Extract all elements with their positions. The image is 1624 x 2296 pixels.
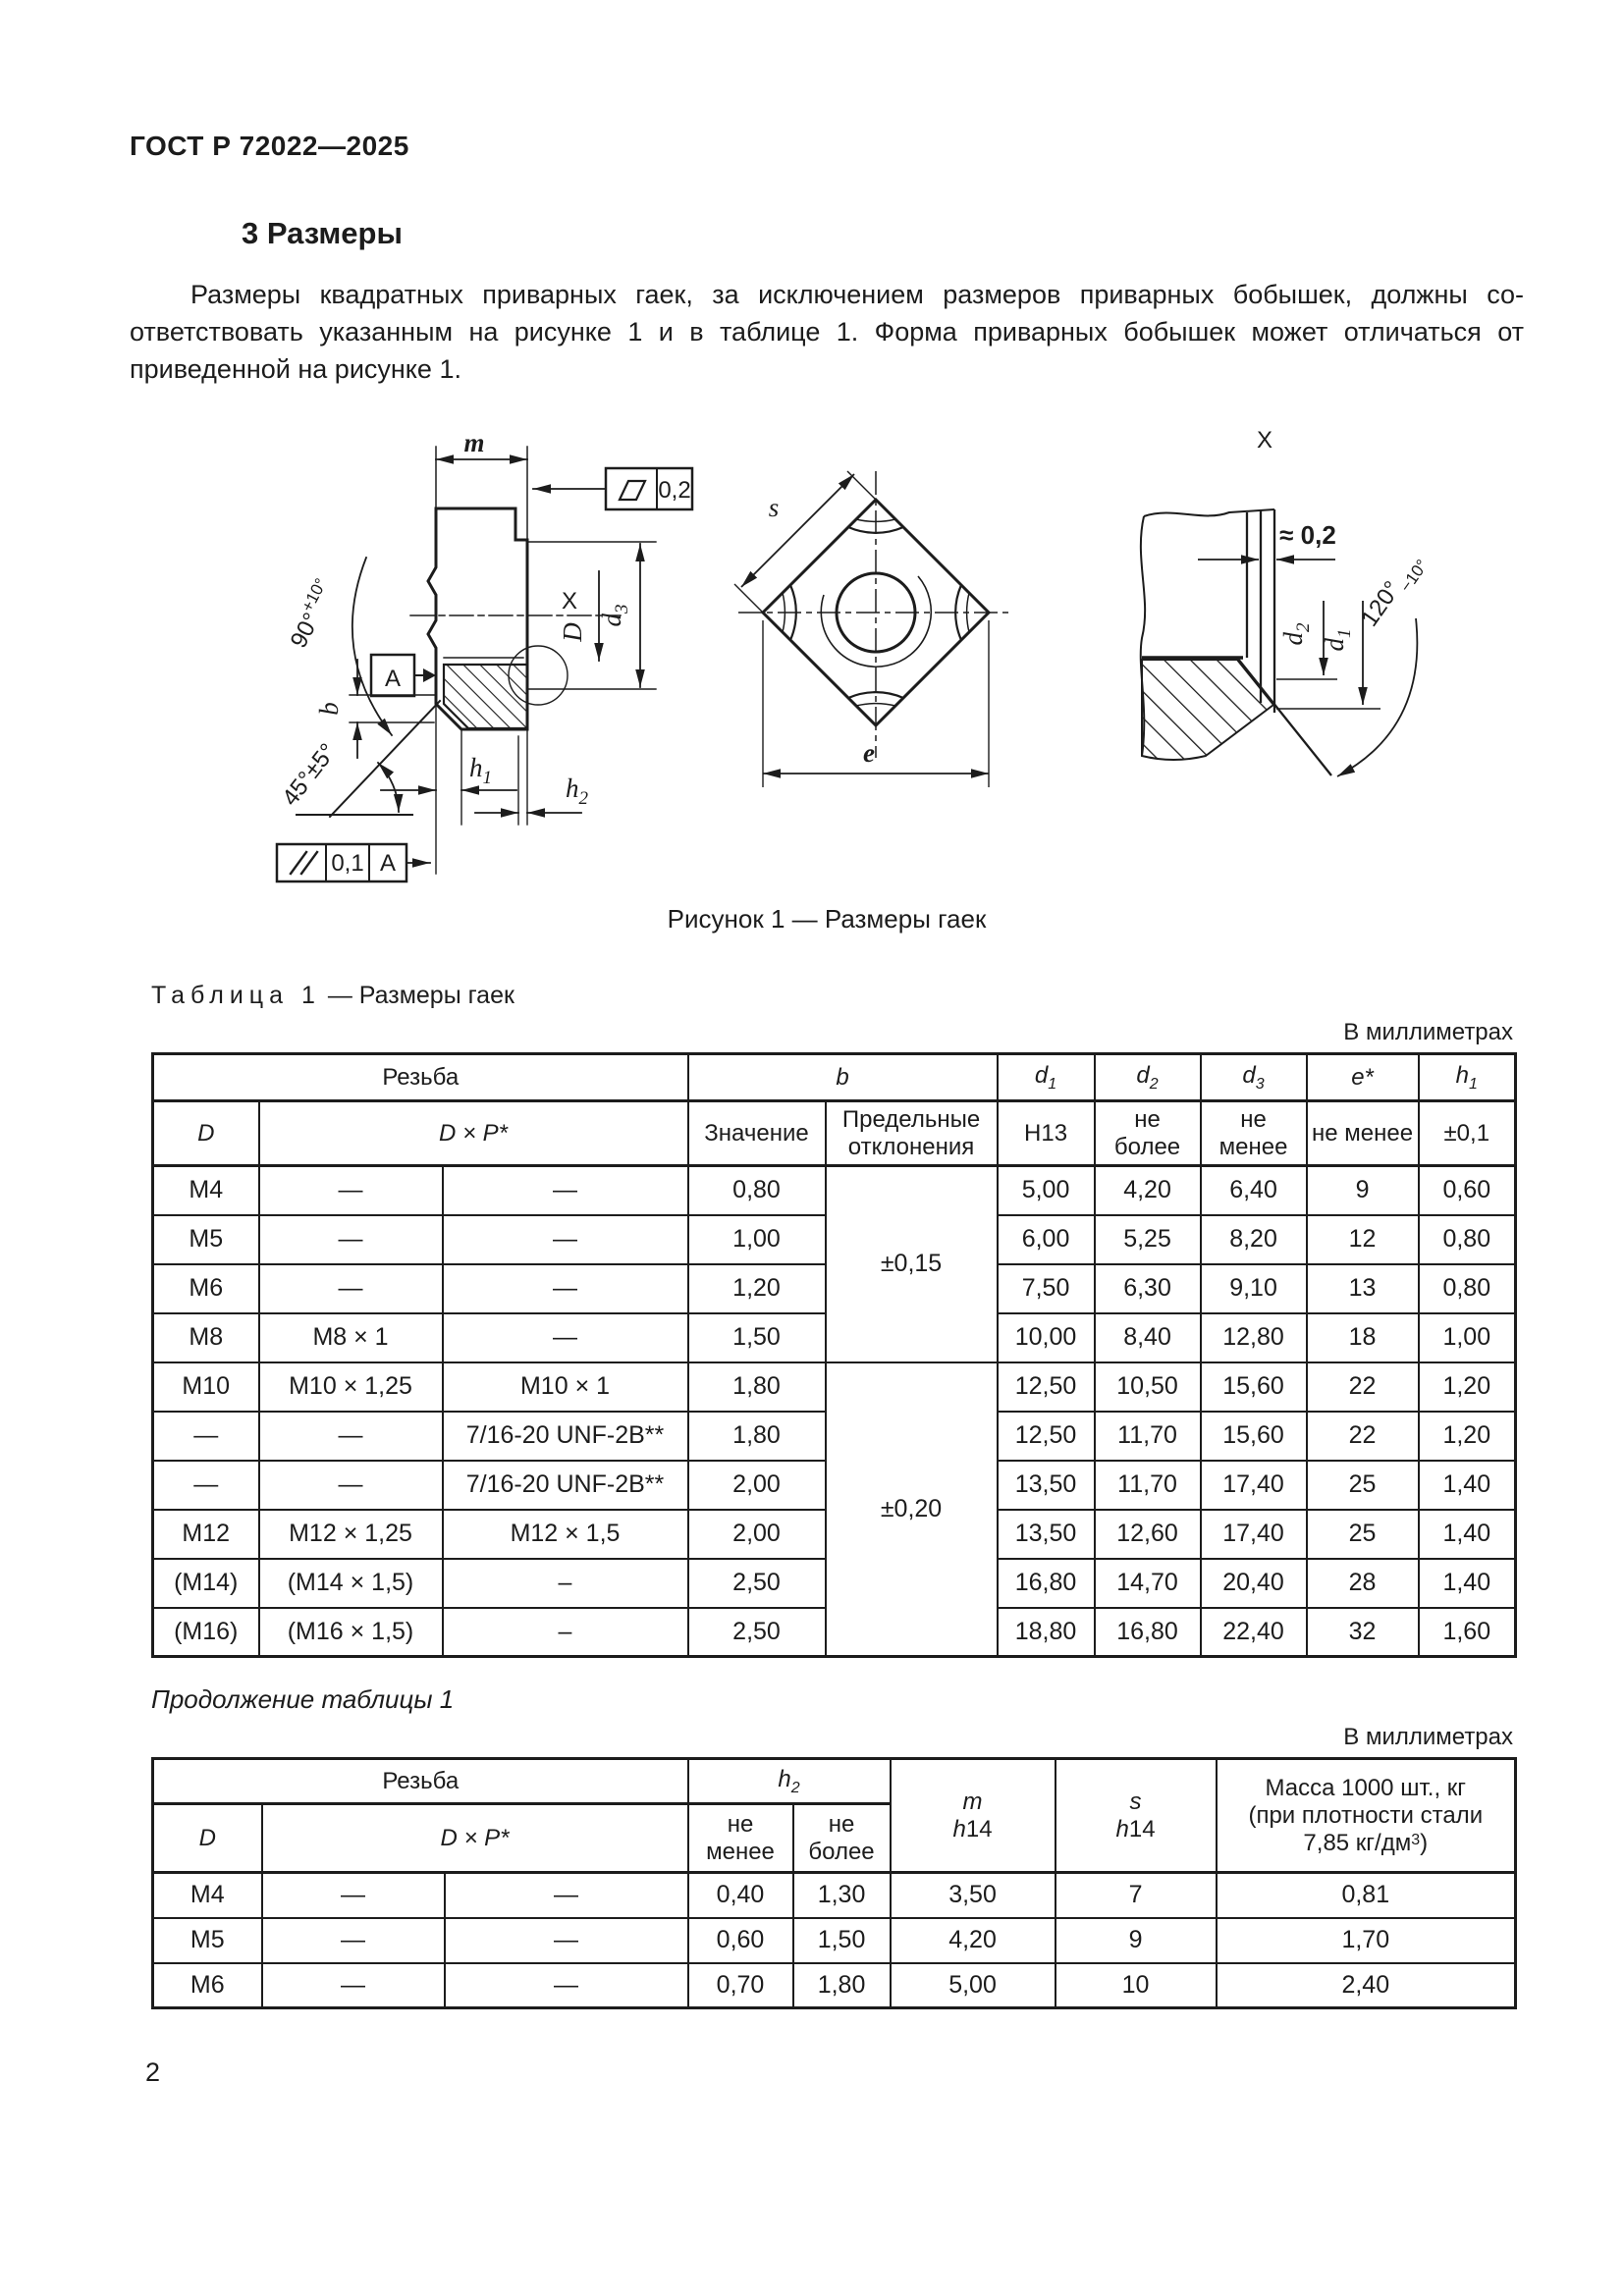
dim-label-h2: $h_2$ [566,774,588,809]
table1-cell: M12 [153,1510,259,1559]
table1-cell: 2,00 [688,1461,826,1510]
t2-col-mass: Масса 1000 шт., кг (при плотности стали 7,85 $кг/дм^3$) [1217,1759,1516,1873]
table1-cell: 0,60 [1419,1166,1516,1215]
table1-cell: 22,40 [1201,1608,1307,1657]
table1-cell: 4,20 [1095,1166,1201,1215]
table1-cell: M12 × 1,25 [259,1510,443,1559]
table1-cell: 17,40 [1201,1510,1307,1559]
table1-cell: M4 [153,1166,259,1215]
table1-cell: 0,80 [1419,1264,1516,1313]
table1-cell: 5,25 [1095,1215,1201,1264]
table2-cell: 7 [1056,1873,1217,1918]
table1-row [153,1166,1516,1215]
table1-tolerance-cell: ±0,20 [826,1362,998,1657]
table1-cell: 12,50 [998,1362,1095,1412]
dim-label-d3: $d_3$ [597,604,632,627]
table1-cell: 17,40 [1201,1461,1307,1510]
dim-label-D: D [558,622,587,642]
t2-col-notless: не менее [688,1804,793,1873]
table1-cell: 1,00 [688,1215,826,1264]
table1-cell: 2,50 [688,1559,826,1608]
table1-nut-dimensions [151,1052,1517,1658]
t2-col-s: s h14 [1056,1759,1217,1873]
table1-continuation [151,1757,1517,2009]
table2-cell: 4,20 [891,1918,1056,1963]
datum-a-frame [371,655,436,696]
intro-paragraph [130,276,1524,388]
t2-col-notmore: не более [793,1804,891,1873]
t2-col-D: D [153,1804,262,1873]
nut-section-hatch [444,665,527,728]
table1-cell: 6,40 [1201,1166,1307,1215]
table1-title [151,982,514,1010]
table1-cell: 11,70 [1095,1412,1201,1461]
datum-a-label: A [384,666,402,692]
table1-cell: M6 [153,1264,259,1313]
table1-cell: 12,50 [998,1412,1095,1461]
table2-cell: 0,60 [688,1918,793,1963]
dim-label-s: s [768,493,780,522]
table1-cell: 1,40 [1419,1559,1516,1608]
table1-cell: 16,80 [1095,1608,1201,1657]
t1-group-thread: Резьба [153,1054,688,1101]
table1-cell: 22 [1307,1412,1419,1461]
table1-cell: 10,00 [998,1313,1095,1362]
parallelism-datum: A [379,850,397,877]
table1-cell: — [443,1264,688,1313]
table1-cell: 32 [1307,1608,1419,1657]
t1-col-notless2: не менее [1307,1101,1419,1166]
table1-cell: — [259,1412,443,1461]
break-edge-top [1144,509,1274,516]
table1-cell: 15,60 [1201,1362,1307,1412]
table1-cell: M8 × 1 [259,1313,443,1362]
t1-col-value: Значение [688,1101,826,1166]
table1-cell: M5 [153,1215,259,1264]
table2-cell: — [262,1918,445,1963]
table1-cell: — [259,1166,443,1215]
dim-label-m: m [463,428,485,457]
table1-cell: 2,50 [688,1608,826,1657]
t2-col-DxP: D × P* [262,1804,688,1873]
table2-cell: 9 [1056,1918,1217,1963]
section-title: 3 Размеры [242,216,403,250]
table1-cell: 11,70 [1095,1461,1201,1510]
table1-cell: — [443,1215,688,1264]
table1-cell: — [443,1166,688,1215]
table2-cell: 3,50 [891,1873,1056,1918]
table1-cell: 1,60 [1419,1608,1516,1657]
table1-cell: 14,70 [1095,1559,1201,1608]
table1-cell: 20,40 [1201,1559,1307,1608]
table1-cell: – [443,1608,688,1657]
table2-cell: M5 [153,1918,262,1963]
table1-cell: 7/16-20 UNF-2B** [443,1412,688,1461]
table1-row [153,1362,1516,1412]
table1-cell: 1,50 [688,1313,826,1362]
parallelism-value: 0,1 [331,850,364,877]
table1-cell: 8,20 [1201,1215,1307,1264]
t1-col-d2: $d_2$ [1095,1054,1201,1101]
table1-cell: 25 [1307,1510,1419,1559]
table1-cell: — [259,1215,443,1264]
table1-cell: — [153,1412,259,1461]
table2-cell: 1,70 [1217,1918,1516,1963]
flatness-value: 0,2 [658,477,691,504]
table1-cell: 8,40 [1095,1313,1201,1362]
t1-col-deviation: Предельные отклонения [826,1101,998,1166]
table2-cell: M6 [153,1963,262,2008]
table2-cell: 0,70 [688,1963,793,2008]
figure-caption: Рисунок 1 — Размеры гаек [667,904,987,934]
table1-cell: M10 × 1,25 [259,1362,443,1412]
table1-cell: 13,50 [998,1510,1095,1559]
table1-cell: 12,60 [1095,1510,1201,1559]
angle-120-label: $120^\circ_{-10^\circ}$ [1356,556,1433,632]
t1-group-b: b [688,1054,998,1101]
table1-cell: M12 × 1,5 [443,1510,688,1559]
table1-cell: 18,80 [998,1608,1095,1657]
table2-cell: 1,50 [793,1918,891,1963]
table1-cell: — [259,1264,443,1313]
table2-cell: M4 [153,1873,262,1918]
table2-units: В миллиметрах [1343,1724,1513,1750]
doc-code: ГОСТ Р 72022—2025 [130,131,409,161]
table1-cell: (M14 × 1,5) [259,1559,443,1608]
t1-col-d3: $d_3$ [1201,1054,1307,1101]
t1-col-H13: H13 [998,1101,1095,1166]
table1-cell: 1,00 [1419,1313,1516,1362]
table2-cell: — [445,1963,688,2008]
t2-col-m: m h14 [891,1759,1056,1873]
table2-cell: 2,40 [1217,1963,1516,2008]
table1-cell: 13,50 [998,1461,1095,1510]
table1-cell: 7/16-20 UNF-2B** [443,1461,688,1510]
table2-row [153,1873,1516,1918]
dim-label-h1: $h_1$ [469,753,492,788]
section-hatch [1142,660,1273,760]
t1-col-D: D [153,1101,259,1166]
table2-cell: — [445,1873,688,1918]
table1-cell: 18 [1307,1313,1419,1362]
table2-cell: — [262,1963,445,2008]
table1-cell: 9,10 [1201,1264,1307,1313]
table1-cell: – [443,1559,688,1608]
t1-col-notmore: не более [1095,1101,1201,1166]
table1-cell: 0,80 [688,1166,826,1215]
paragraph-line: Размеры квадратных приварных гаек, за исключением размеров приварных бобышек, должны со- [190,280,1524,309]
table1-title-rest: — Размеры гаек [327,982,514,1009]
table1-cell: 12,80 [1201,1313,1307,1362]
table2-row [153,1918,1516,1963]
table1-cell: 1,40 [1419,1461,1516,1510]
dim-label-d1: $d_1$ [1320,628,1355,652]
table2-cell: 1,80 [793,1963,891,2008]
dim-label-b: b [314,702,344,716]
table2-cell: — [262,1873,445,1918]
table1-cell: 0,80 [1419,1215,1516,1264]
table2-cell: 5,00 [891,1963,1056,2008]
t2-group-thread: Резьба [153,1759,688,1804]
datum-triangle [423,668,436,682]
section-view [277,428,692,881]
table1-cell: 10,50 [1095,1362,1201,1412]
table1-cell: 6,00 [998,1215,1095,1264]
table1-cell: 16,80 [998,1559,1095,1608]
detail-x-ref: X [562,588,578,614]
table1-cell: 9 [1307,1166,1419,1215]
table2-cell: 10 [1056,1963,1217,2008]
table1-cell: 1,40 [1419,1510,1516,1559]
table1-cell: (M16) [153,1608,259,1657]
table1-cell: 12 [1307,1215,1419,1264]
table1-cell: 2,00 [688,1510,826,1559]
t1-col-h1: $h_1$ [1419,1054,1516,1101]
flatness-tolerance-frame [533,468,692,509]
table1-cell: (M16 × 1,5) [259,1608,443,1657]
dim-label-02: ≈ 0,2 [1279,520,1336,550]
table1-cell: 1,20 [688,1264,826,1313]
t1-col-notless: не менее [1201,1101,1307,1166]
figure-1-drawing [177,412,1532,898]
table2-row [153,1963,1516,2008]
dim-label-d2: $d_2$ [1278,622,1314,646]
table1-cell: 6,30 [1095,1264,1201,1313]
table1-cell: 1,20 [1419,1412,1516,1461]
t2-group-h2: $h_2$ [688,1759,891,1804]
t1-col-d1: $d_1$ [998,1054,1095,1101]
paragraph-line: ответствовать указанным на рисунке 1 и в таблице 1. Форма приварных бобышек может отличаться от [130,317,1524,347]
table2-cell: — [445,1918,688,1963]
t1-col-e: e* [1307,1054,1419,1101]
table1-cell: 5,00 [998,1166,1095,1215]
dim-label-e: e [863,738,875,768]
table1-cell: 13 [1307,1264,1419,1313]
angle-90-label: 90°$^{+10^\circ}$ [285,575,331,653]
table1-cell: (M14) [153,1559,259,1608]
table1-cell: — [259,1461,443,1510]
table1-cell: 28 [1307,1559,1419,1608]
parallelism-tolerance-frame [277,844,430,881]
table2-cell: 0,81 [1217,1873,1516,1918]
top-view [734,471,1013,787]
table1-cell: 7,50 [998,1264,1095,1313]
table1-cell: 22 [1307,1362,1419,1412]
table1-title-word: Таблица 1 [151,982,321,1009]
table2-continuation-label: Продолжение таблицы 1 [151,1684,455,1714]
paragraph-line: приведенной на рисунке 1. [130,354,461,384]
detail-x-title: X [1257,427,1273,454]
table1-cell: — [153,1461,259,1510]
table1-tolerance-cell: ±0,15 [826,1166,998,1362]
table1-cell: M10 [153,1362,259,1412]
table1-cell: 15,60 [1201,1412,1307,1461]
angle-45-label: 45°±5° [277,738,343,812]
table1-cell: — [443,1313,688,1362]
table1-cell: 25 [1307,1461,1419,1510]
table1-cell: M8 [153,1313,259,1362]
table1-cell: M10 × 1 [443,1362,688,1412]
table2-cell: 1,30 [793,1873,891,1918]
t1-col-pm01: ±0,1 [1419,1101,1516,1166]
table1-units: В миллиметрах [1343,1019,1513,1045]
table2-cell: 0,40 [688,1873,793,1918]
detail-x-view [1141,427,1432,776]
table1-cell: 1,80 [688,1412,826,1461]
table1-cell: 1,20 [1419,1362,1516,1412]
page-number: 2 [145,2057,161,2087]
t1-col-DxP: D × P* [259,1101,688,1166]
table1-cell: 1,80 [688,1362,826,1412]
